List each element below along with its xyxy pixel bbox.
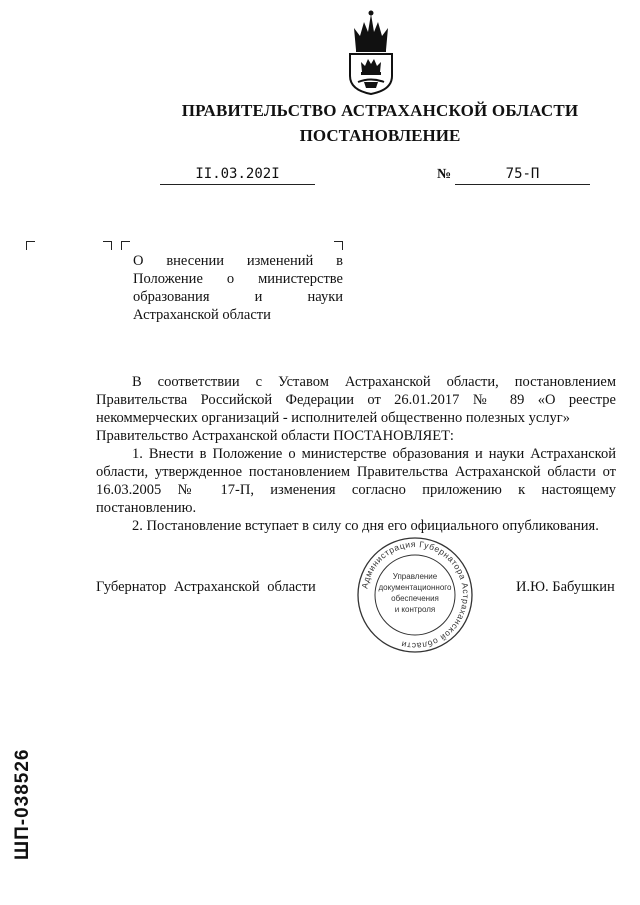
- government-title: ПРАВИТЕЛЬСТВО АСТРАХАНСКОЙ ОБЛАСТИ: [181, 101, 579, 120]
- official-stamp: [355, 535, 475, 655]
- coat-of-arms-emblem: [340, 10, 402, 96]
- document-date: II.03.202I: [195, 166, 280, 182]
- stamp-line-4: и контроля: [394, 605, 436, 614]
- date-underline: [160, 184, 315, 185]
- document-body: [96, 373, 616, 535]
- corner-mark-mid-left: [103, 241, 112, 250]
- corner-mark-right: [334, 241, 343, 250]
- body-paragraph-preamble: В соответствии с Уставом Астраханской области, постановлением Правительства Российской Федерации от 26.01.2017 № 89 «О реестре некоммерческих организаций - исполнителей общественно полезных услуг»: [96, 374, 616, 426]
- signatory-position: Губернатор Астраханской области: [96, 579, 316, 595]
- stamp-line-1: Управление: [392, 572, 438, 581]
- corner-mark-left: [26, 241, 35, 250]
- stamp-ring-text: Администрация Губернатора Астраханской области: [359, 538, 472, 652]
- document-type: ПОСТАНОВЛЕНИЕ: [299, 126, 461, 145]
- body-paragraph-item-2: 2. Постановление вступает в силу со дня его официального опубликования.: [132, 518, 599, 534]
- document-subject: О внесении изменений в Положение о министерстве образования и науки Астраханской области: [133, 253, 343, 323]
- stamp-line-2: документационного: [378, 583, 452, 592]
- signatory-name: И.Ю. Бабушкин: [516, 579, 615, 595]
- number-underline: [455, 184, 590, 185]
- document-number: 75-П: [505, 166, 540, 182]
- body-paragraph-item-1: 1. Внести в Положение о министерстве образования и науки Астраханской области, утвержденное постановлением Правительства Астраханской области от 16.03.2005 № 17-П, изменения согласно приложению к настоящему постановлению.: [96, 446, 616, 516]
- corner-mark-mid-right: [121, 241, 130, 250]
- stamp-line-3: обеспечения: [391, 594, 439, 603]
- serial-number: ШП-038526: [12, 748, 33, 860]
- number-label: №: [437, 167, 452, 182]
- body-paragraph-resolves: Правительство Астраханской области ПОСТАНОВЛЯЕТ:: [96, 428, 454, 444]
